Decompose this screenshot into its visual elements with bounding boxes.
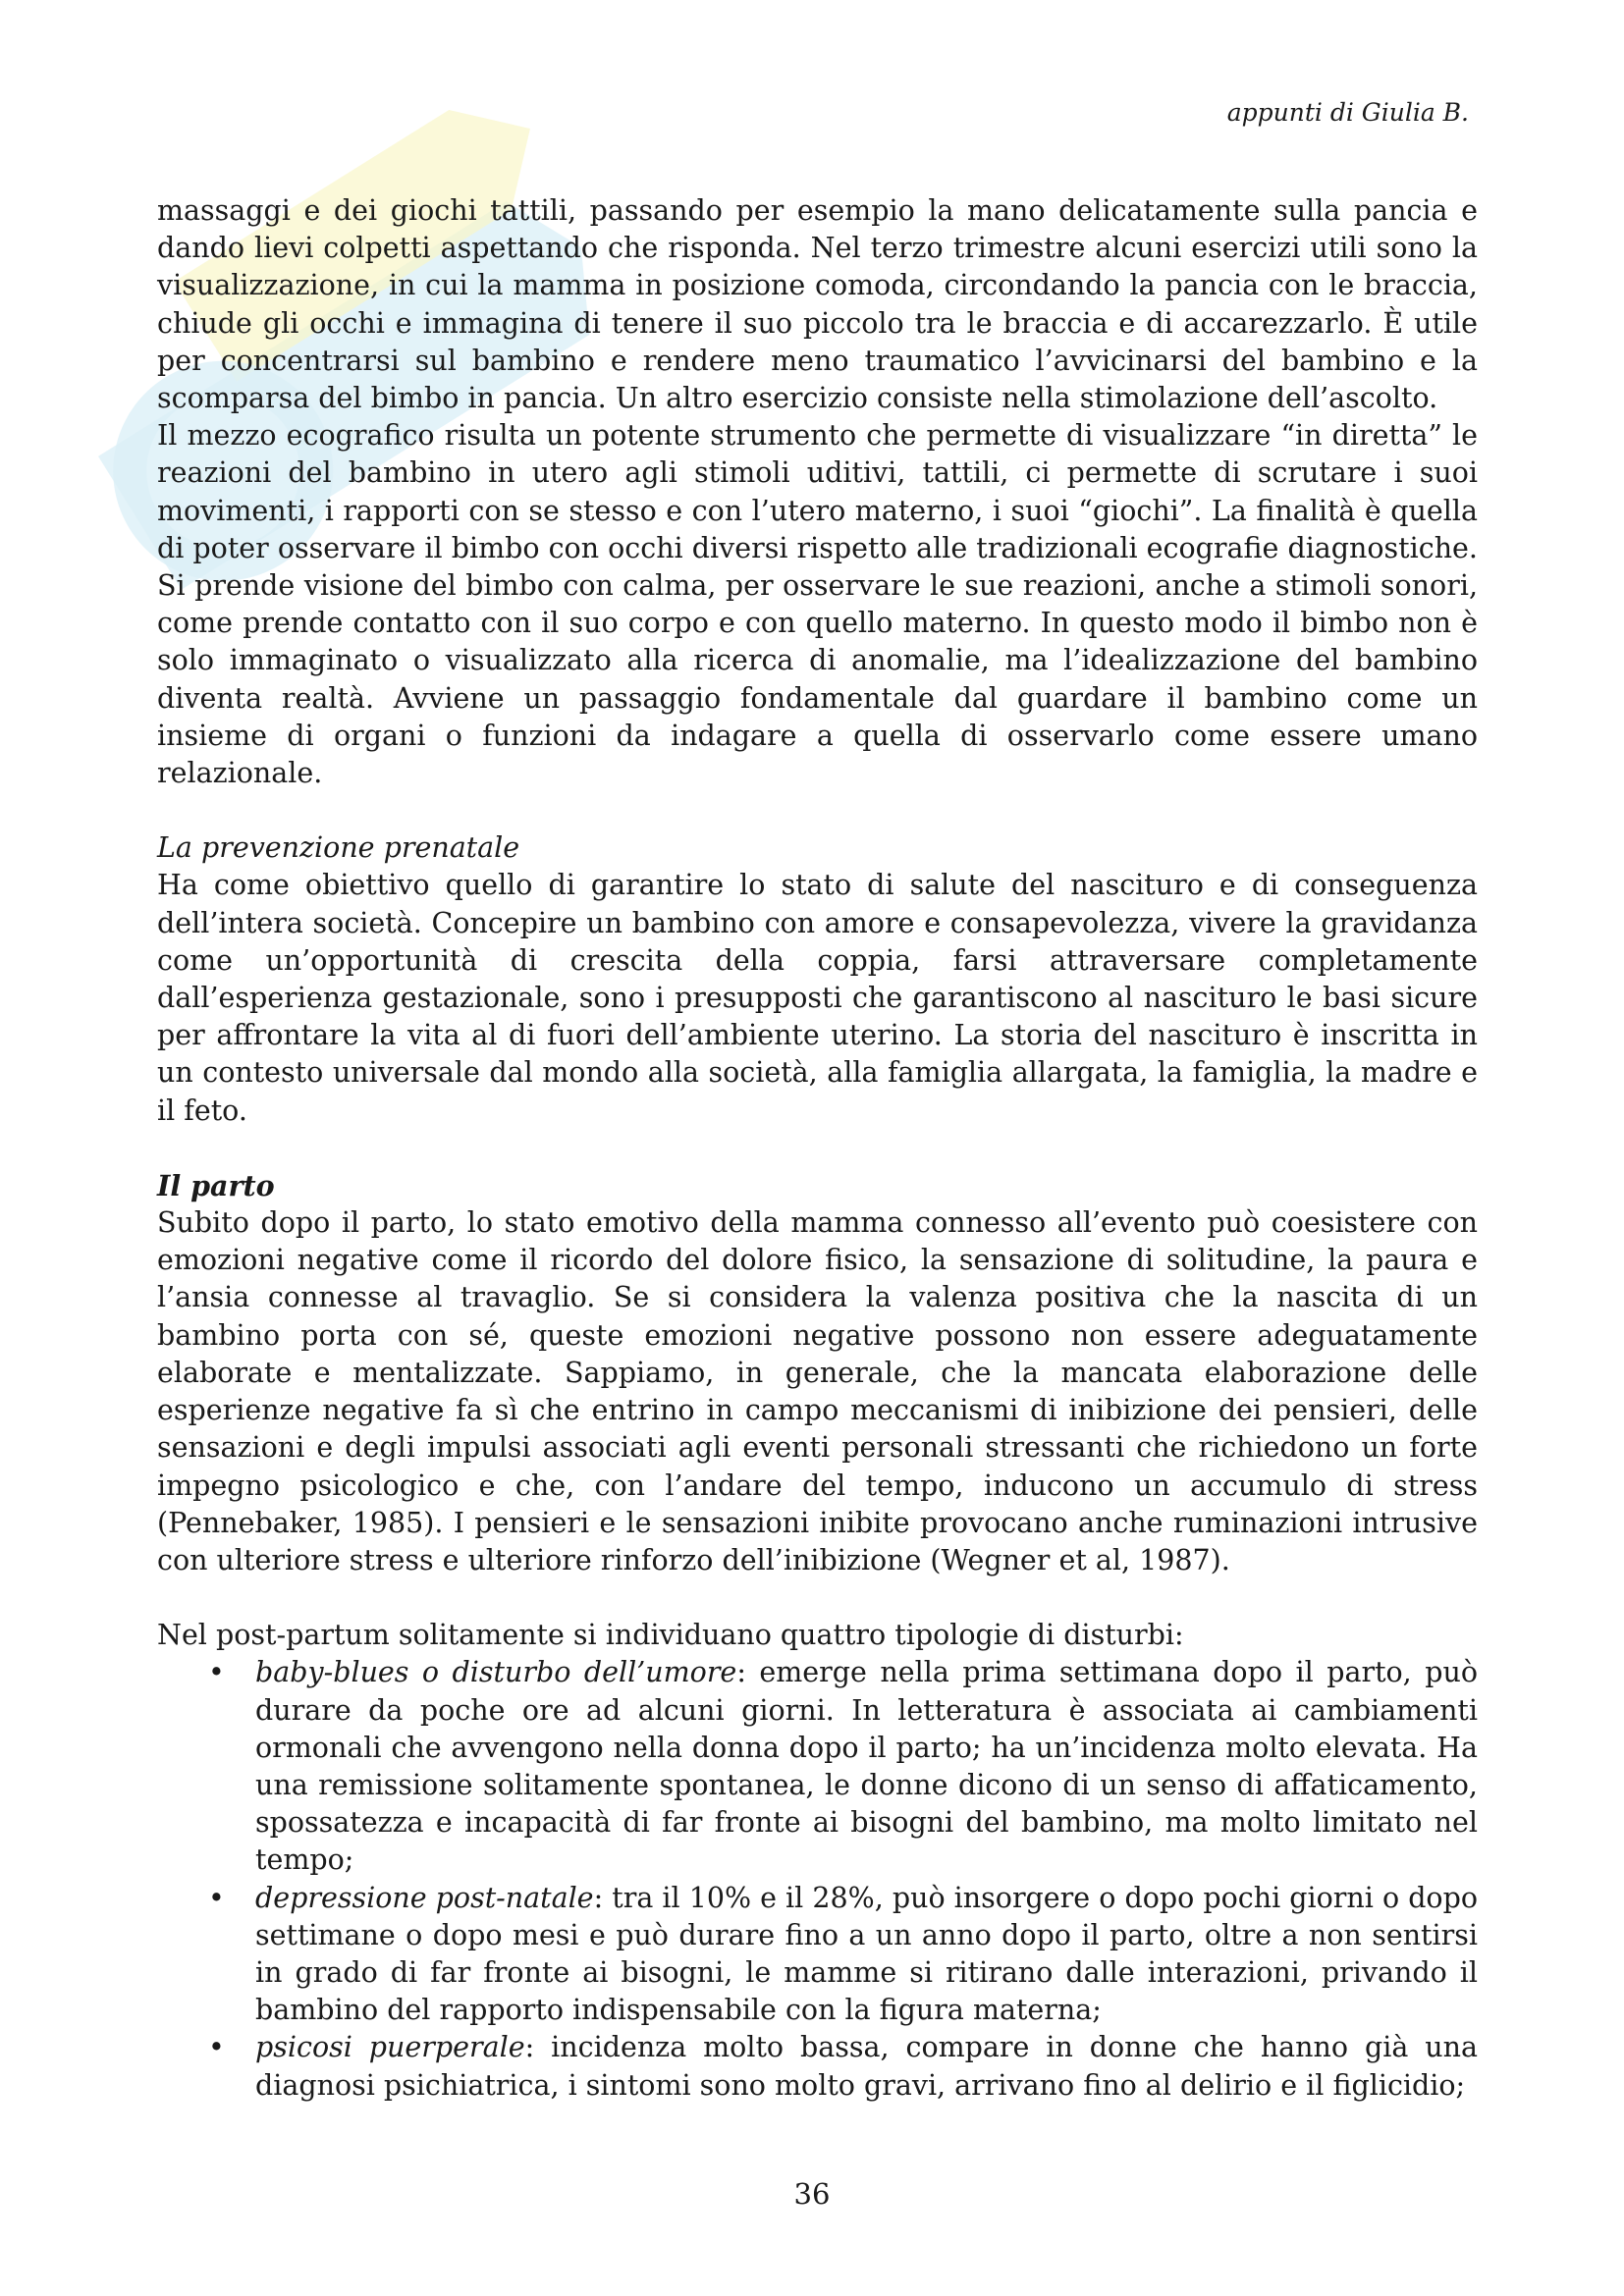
- bullet-icon: •: [208, 1656, 225, 1689]
- list-item: [157, 2029, 1478, 2104]
- disturbo-term: depressione post-natale: [255, 1881, 594, 1914]
- disturbo-term: psicosi puerperale: [255, 2031, 525, 2064]
- disturbo-term: baby-blues o disturbo dell’umore: [255, 1656, 737, 1689]
- paragraph-prevenzione: Ha come obiettivo quello di garantire lo stato di salute del nascituro e di conseguenza dell’intera società. Concepire un bambino con amore e consapevolezza, vivere la gravidanza come un’opportunità di crescita della coppia, farsi attraversare completamente dall’esperienza gestazionale, sono i presupposti che garantiscono al nascituro le basi sicure per affrontare la vita al di fuori dell’ambiente uterino. La storia del nascituro è inscritta in un contesto universale dal mondo alla società, alla famiglia allargata, la famiglia, la madre e il feto.: [157, 869, 1478, 1127]
- list-item: [157, 1654, 1478, 1879]
- page-header-author: appunti di Giulia B.: [1226, 98, 1469, 127]
- paragraph-parto: Subito dopo il parto, lo stato emotivo della mamma connesso all’evento può coesistere con emozioni negative come il ricordo del dolore fisico, la sensazione di solitudine, la paura e l’ansia connesse al travaglio. Se si considera la valenza positiva che la nascita di un bambino porta con sé, queste emozioni negative possono non essere adeguatamente elaborate e mentalizzate. Sappiamo, in generale, che la mancata elaborazione delle esperienze negative fa sì che entrino in campo meccanismi di inibizione dei pensieri, delle sensazioni e degli impulsi associati agli eventi personali stressanti che richiedono un forte impegno psicologico e che, con l’andare del tempo, inducono un accumulo di stress (Pennebaker, 1985). I pensieri e le sensazioni inibite provocano anche ruminazioni intrusive con ulteriore stress e ulteriore rinforzo dell’inibizione (Wegner et al, 1987).: [157, 1206, 1478, 1576]
- section-title-parto: Il parto: [157, 1168, 275, 1202]
- disturbi-list: [157, 1654, 1478, 2104]
- list-item: [157, 1880, 1478, 2030]
- paragraph-postpartum-intro: Nel post-partum solitamente si individuano quattro tipologie di disturbi:: [157, 1619, 1184, 1652]
- disturbo-description: : tra il 10% e il 28%, può insorgere o dopo pochi giorni o dopo settimane o dopo mesi e può durare fino a un anno dopo il parto, oltre a non sentirsi in grado di far fronte ai bisogni, le mamme si ritirano dalle interazioni, privando il bambino del rapporto indispensabile con la figura materna;: [255, 1881, 1478, 2027]
- subheading-prevenzione-prenatale: La prevenzione prenatale: [157, 831, 520, 865]
- bullet-icon: •: [208, 1881, 225, 1914]
- bullet-icon: •: [208, 2031, 225, 2064]
- disturbo-description: : incidenza molto bassa, compare in donne che hanno già una diagnosi psichiatrica, i sintomi sono molto gravi, arrivano fino al delirio e il figlicidio;: [255, 2031, 1479, 2102]
- paragraph-intro-continuation: massaggi e dei giochi tattili, passando per esempio la mano delicatamente sulla pancia e dando lievi colpetti aspettando che risponda. Nel terzo trimestre alcuni esercizi utili sono la visualizzazione, in cui la mamma in posizione comoda, circondando la pancia con le braccia, chiude gli occhi e immagina di tenere il suo piccolo tra le braccia e di accarezzarlo. È utile per concentrarsi sul bambino e rendere meno traumatico l’avvicinarsi del bambino e la scomparsa del bimbo in pancia. Un altro esercizio consiste nella stimolazione dell’ascolto.: [157, 194, 1478, 415]
- disturbo-description: : emerge nella prima settimana dopo il parto, può durare da poche ore ad alcuni giorni. In letteratura è associata ai cambiamenti ormonali che avvengono nella donna dopo il parto; ha un’incidenza molto elevata. Ha una remissione solitamente spontanea, le donne dicono di un senso di affaticamento, spossatezza e incapacità di far fronte ai bisogni del bambino, ma molto limitato nel tempo;: [255, 1656, 1478, 1877]
- page-number: 36: [793, 2177, 831, 2211]
- paragraph-ecografia: Il mezzo ecografico risulta un potente strumento che permette di visualizzare “in diretta” le reazioni del bambino in utero agli stimoli uditivi, tattili, ci permette di scrutare i suoi movimenti, i rapporti con se stesso e con l’utero materno, i suoi “giochi”. La finalità è quella di poter osservare il bimbo con occhi diversi rispetto alle tradizionali ecografie diagnostiche. Si prende visione del bimbo con calma, per osservare le sue reazioni, anche a stimoli sonori, come prende contatto con il suo corpo e con quello materno. In questo modo il bimbo non è solo immaginato o visualizzato alla ricerca di anomalie, ma l’idealizzazione del bambino diventa realtà. Avviene un passaggio fondamentale dal guardare il bambino come un insieme di organi o funzioni da indagare a quella di osservarlo come essere umano relazionale.: [157, 419, 1478, 790]
- document-body: [157, 192, 1478, 2105]
